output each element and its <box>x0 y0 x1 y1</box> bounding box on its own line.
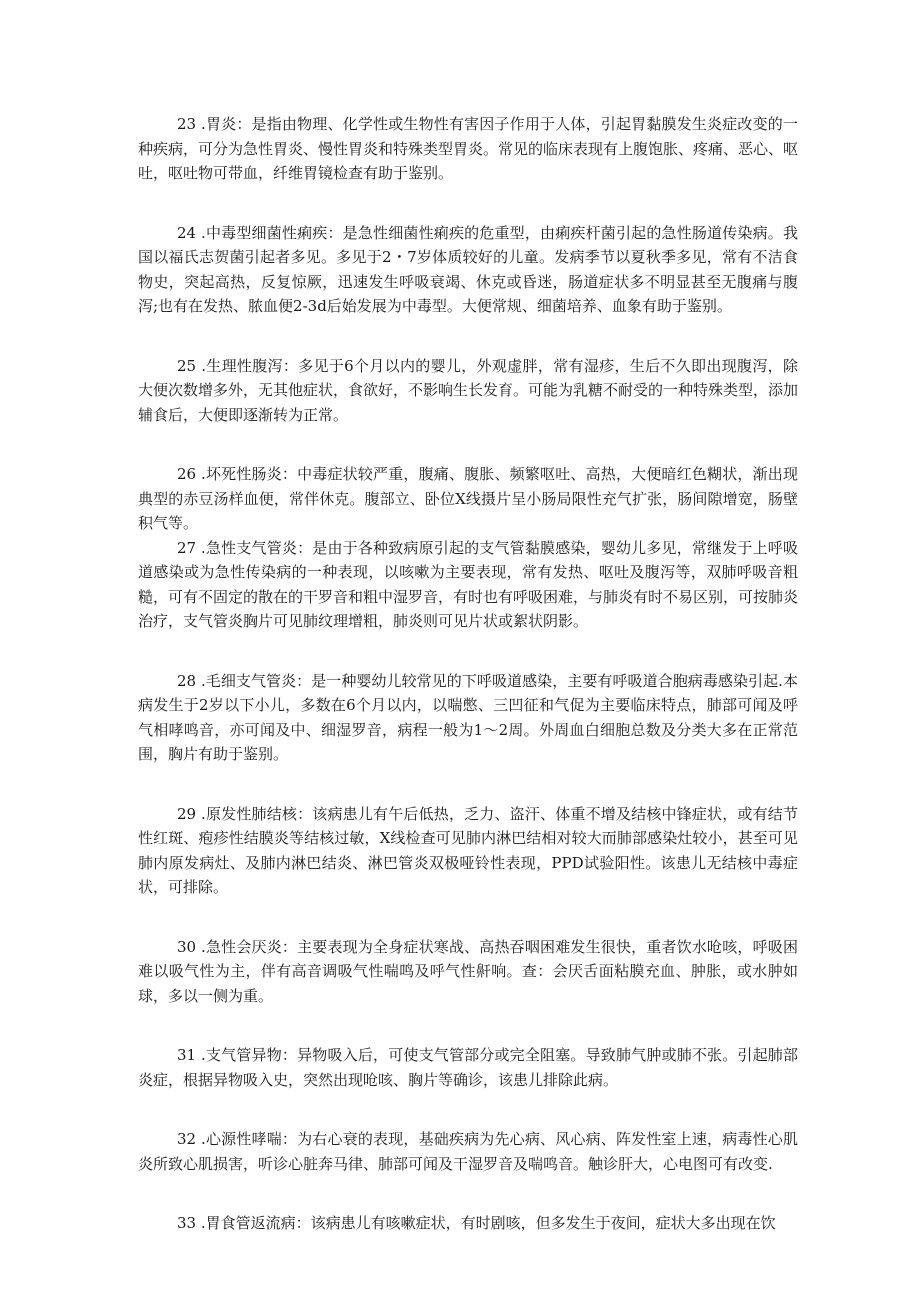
entry-text: .原发性肺结核：该病患儿有午后低热，乏力、盗汗、体重不增及结核中锋症状，或有结节性红斑、疱疹性结膜炎等结核过敏，X线检查可见肺内淋巴结相对较大而肺部感染灶较小，甚至可见肺内原发病灶、及肺内淋巴结炎、淋巴管炎双极哑铃性表现，PPD试验阳性。该患儿无结核中毒症状，可排除。 <box>138 804 798 896</box>
entry-33 <box>138 1211 798 1236</box>
entry-24 <box>138 221 798 319</box>
entry-text: .胃炎：是指由物理、化学性或生物性有害因子作用于人体，引起胃黏膜发生炎症改变的一种疾病，可分为急性胃炎、慢性胃炎和特殊类型胃炎。常见的临床表现有上腹饱胀、疼痛、恶心、呕吐，呕吐物可带血，纤维胃镜检查有助于鉴别。 <box>138 115 799 182</box>
entry-text: .心源性哮喘：为右心衰的表现，基础疾病为先心病、风心病、阵发性室上速，病毒性心肌炎所致心肌损害，听诊心脏奔马律、肺部可闻及干湿罗音及喘鸣音。触诊肝大，心电图可有改变. <box>138 1130 798 1173</box>
entry-number: 33 <box>177 1214 197 1232</box>
entry-28 <box>138 669 798 767</box>
entry-text: .坏死性肠炎：中毒症状较严重，腹痛、腹胀、频繁呕吐、高热，大便暗红色糊状，渐出现典型的赤豆汤样血便，常伴休克。腹部立、卧位X线摄片呈小肠局限性充气扩张，肠间隙增宽，肠壁积气等。 <box>138 465 798 532</box>
entry-27 <box>138 536 798 634</box>
entry-number: 30 <box>177 937 197 956</box>
entry-number: 31 <box>177 1046 197 1064</box>
entry-number: 26 <box>177 465 197 483</box>
document-page <box>138 112 798 1236</box>
entry-32 <box>138 1127 798 1176</box>
entry-29 <box>138 802 798 900</box>
entry-text: .急性支气管炎：是由于各种致病原引起的支气管黏膜感染，婴幼儿多见，常继发于上呼吸道感染或为急性传染病的一种表现，以咳嗽为主要表现，常有发热、呕吐及腹泻等，双肺呼吸音粗糙，可有不固定的散在的干罗音和粗中湿罗音，有时也有呼吸困难，与肺炎有时不易区别，可按肺炎治疗，支气管炎胸片可见肺纹理增粗，肺炎则可见片状或絮状阴影。 <box>138 538 799 630</box>
entry-number: 29 <box>177 804 197 823</box>
entry-text: .毛细支气管炎：是一种婴幼儿较常见的下呼吸道感染，主要有呼吸道合胞病毒感染引起.本病发生于2岁以下小儿，多数在6个月以内，以喘憋、三凹征和气促为主要临床特点，肺部可闻及呼气相哮鸣音，亦可闻及中、细湿罗音，病程一般为1～2周。外周血白细胞总数及分类大多在正常范围，胸片有助于鉴别。 <box>138 671 798 763</box>
entry-23 <box>138 112 798 186</box>
entry-30 <box>138 935 798 1009</box>
entry-number: 27 <box>177 538 197 557</box>
entry-text: .生理性腹泻：多见于6个月以内的婴儿，外观虚胖，常有湿疹，生后不久即出现腹泻，除大便次数增多外，无其他症状，食欲好，不影响生长发育。可能为乳糖不耐受的一种特殊类型，添加辅食后，大便即逐渐转为正常。 <box>138 356 799 424</box>
entry-number: 32 <box>177 1130 197 1148</box>
entry-text: .中毒型细菌性痢疾：是急性细菌性痢疾的危重型，由痢疾杆菌引起的急性肠道传染病。我国以福氏志贺菌引起者多见。多见于2・7岁体质较好的儿童。发病季节以夏秋季多见，常有不洁食物史，突起高热，反复惊厥，迅速发生呼吸衰竭、休克或昏迷，肠道症状多不明显甚至无腹痛与腹泻;也有在发热、脓血便2-3d后始发展为中毒型。大便常规、细菌培养、血象有助于鉴别。 <box>138 223 798 315</box>
entry-31 <box>138 1043 798 1092</box>
entry-25 <box>138 354 798 428</box>
entry-text: .胃食管返流病：该病患儿有咳嗽症状，有时剧咳，但多发生于夜间，症状大多出现在饮 <box>200 1214 776 1232</box>
entry-number: 28 <box>177 671 197 690</box>
entry-text: .支气管异物：异物吸入后，可使支气管部分或完全阻塞。导致肺气肿或肺不张。引起肺部炎症，根据异物吸入史，突然出现呛咳、胸片等确诊，该患儿排除此病。 <box>138 1046 798 1089</box>
entry-26 <box>138 462 798 536</box>
entry-text: .急性会厌炎：主要表现为全身症状寒战、高热吞咽困难发生很快，重者饮水呛咳，呼吸困难以吸气性为主，伴有高音调吸气性喘鸣及呼气性鼾响。查：会厌舌面粘膜充血、肿胀，或水肿如球，多以一侧为重。 <box>138 937 798 1005</box>
entry-number: 23 <box>177 115 197 133</box>
entry-number: 25 <box>177 356 197 375</box>
entry-number: 24 <box>177 223 197 242</box>
